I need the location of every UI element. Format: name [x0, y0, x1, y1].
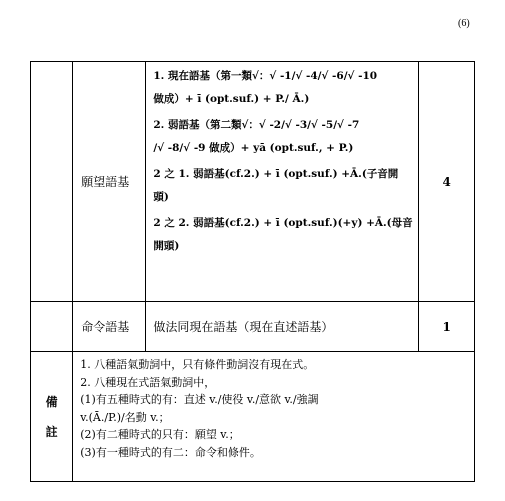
row-label-optative-stem: 願望語基 — [73, 62, 146, 302]
content-line: 2 之 2. 弱語基(cf.2.) + ī (opt.suf.)(+y) +Ā.(母音 — [153, 217, 413, 229]
empty-cell — [31, 302, 73, 352]
row-number: 4 — [419, 62, 475, 302]
notes-content — [73, 352, 475, 482]
notes-heading-top: 備 — [45, 394, 58, 409]
grammar-table — [30, 61, 475, 482]
content-line: 2 之 1. 弱語基(cf.2.) + ī (opt.suf.) +Ā.(子音開 — [153, 168, 399, 180]
content-line: 頭) — [153, 190, 169, 203]
note-line: 1. 八種語氣動詞中，只有條件動詞沒有現在式。 — [80, 358, 315, 371]
optative-stem-content — [146, 62, 419, 302]
imperative-stem-content: 做法同現在語基（現在直述語基） — [146, 302, 419, 352]
table-row — [31, 302, 475, 352]
notes-heading-bottom: 註 — [45, 424, 58, 439]
empty-cell — [31, 62, 73, 302]
content-line: 2. 弱語基（第二類√：√ -2/√ -3/√ -5/√ -7 — [153, 119, 360, 131]
table-row — [31, 62, 475, 302]
note-line: v.(Ā./P.)/名動 v.； — [80, 410, 170, 424]
content-line: 開頭) — [153, 239, 180, 252]
notes-row — [31, 352, 475, 482]
content-line: 做成）+ ī (opt.suf.) + P./ Ā.) — [153, 92, 310, 105]
row-label-imperative-stem: 命令語基 — [73, 302, 146, 352]
note-line: 2. 八種現在式語氣動詞中， — [80, 375, 216, 389]
content-line: /√ -8/√ -9 做成）+ yā (opt.suf., + P.) — [153, 141, 354, 154]
note-line: (2)有二種時式的只有：願望 v.； — [80, 428, 240, 441]
page-number: (6) — [458, 18, 470, 29]
note-line: (3)有一種時式的有二：命令和條件。 — [80, 445, 261, 459]
content-line: 1. 現在語基（第一類√：√ -1/√ -4/√ -6/√ -10 — [153, 70, 378, 82]
note-line: (1)有五種時式的有：直述 v./使役 v./意欲 v./強調 — [80, 393, 319, 406]
row-number: 1 — [419, 302, 475, 352]
notes-heading — [31, 352, 73, 482]
